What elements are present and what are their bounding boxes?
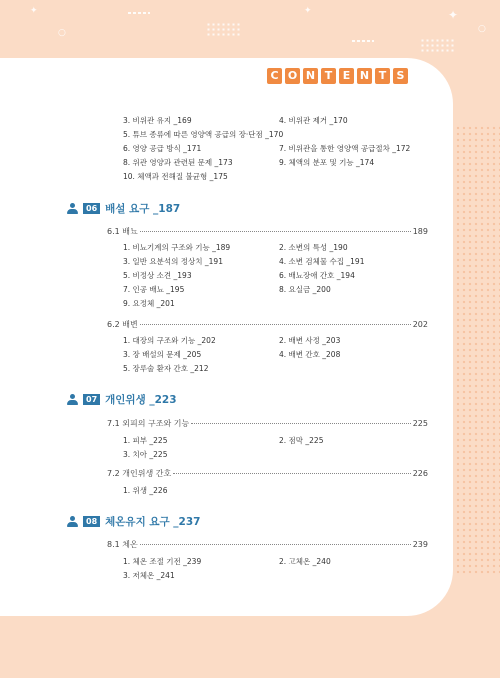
toc-entry[interactable]: 7. 비위관을 통한 영양액 공급절차 _172 <box>279 144 411 153</box>
chapter-title: 체온유지 요구 _237 <box>105 516 201 528</box>
sparkle-icon: ✦ <box>304 6 312 16</box>
toc-entry[interactable]: 5. 장루술 환자 간호 _212 <box>123 364 209 373</box>
toc-entry[interactable]: 4. 소변 검체물 수집 _191 <box>279 257 365 266</box>
toc-entry[interactable]: 9. 체액의 분포 및 기능 _174 <box>279 158 375 167</box>
toc-entry[interactable]: 2. 배변 사정 _203 <box>279 336 341 345</box>
section-title: 8.1 체온 <box>107 540 138 549</box>
title-letter: E <box>339 68 354 84</box>
section-title: 7.1 외피의 구조와 기능 <box>107 419 190 428</box>
chapter-title: 배설 요구 _187 <box>105 203 181 215</box>
section-page: 225 <box>412 419 428 428</box>
title-letter: N <box>357 68 372 84</box>
leader-dots <box>140 324 411 325</box>
footer-band <box>0 616 500 678</box>
leader-dots <box>140 231 411 232</box>
decor-dots <box>206 22 240 38</box>
circle-icon: ○ <box>478 24 486 34</box>
toc-entry[interactable]: 5. 비정상 소견 _193 <box>123 271 192 280</box>
person-icon <box>66 394 79 406</box>
title-letter: T <box>321 68 336 84</box>
toc-entry[interactable]: 3. 치아 _225 <box>123 450 168 459</box>
toc-entry[interactable]: 10. 체액과 전해질 불균형 _175 <box>123 172 228 181</box>
leader-dots <box>191 423 411 424</box>
person-icon <box>66 203 79 215</box>
title-letter: C <box>267 68 282 84</box>
section-page: 239 <box>412 540 428 549</box>
section-heading[interactable] <box>107 226 428 237</box>
leader-dots <box>140 544 411 545</box>
title-letter: N <box>303 68 318 84</box>
section-heading[interactable] <box>107 468 428 479</box>
sparkle-icon: ✦ <box>30 6 38 16</box>
toc-entry[interactable]: 2. 점막 _225 <box>279 436 324 445</box>
toc-entry[interactable]: 3. 장 배설의 문제 _205 <box>123 350 202 359</box>
title-letter: O <box>285 68 300 84</box>
leader-dots <box>173 473 411 474</box>
decor-dash <box>128 12 150 14</box>
section-title: 6.2 배변 <box>107 320 138 329</box>
chapter-heading[interactable] <box>66 514 200 529</box>
toc-entry[interactable]: 2. 소변의 특성 _190 <box>279 243 348 252</box>
section-heading[interactable] <box>107 539 428 550</box>
section-page: 226 <box>412 469 428 478</box>
toc-entry[interactable]: 2. 고체온 _240 <box>279 557 331 566</box>
chapter-title: 개인위생 _223 <box>105 394 177 406</box>
contents-title <box>267 68 408 84</box>
toc-entry[interactable]: 4. 비위관 제거 _170 <box>279 116 348 125</box>
toc-entry[interactable]: 1. 위생 _226 <box>123 486 168 495</box>
circle-icon: ○ <box>58 28 66 38</box>
toc-entry[interactable]: 4. 배변 간호 _208 <box>279 350 341 359</box>
section-title: 6.1 배뇨 <box>107 227 138 236</box>
title-letter: S <box>393 68 408 84</box>
section-title: 7.2 개인위생 간호 <box>107 469 172 478</box>
section-heading[interactable] <box>107 319 428 330</box>
toc-entry[interactable]: 8. 요실금 _200 <box>279 285 331 294</box>
section-heading[interactable] <box>107 418 428 429</box>
toc-entry[interactable]: 3. 비위관 유지 _169 <box>123 116 192 125</box>
toc-page <box>0 58 453 616</box>
toc-entry[interactable]: 9. 요정체 _201 <box>123 299 175 308</box>
toc-entry[interactable]: 1. 체온 조절 기전 _239 <box>123 557 202 566</box>
section-page: 202 <box>412 320 428 329</box>
sparkle-icon: ✦ <box>448 8 459 22</box>
toc-entry[interactable]: 7. 인공 배뇨 _195 <box>123 285 185 294</box>
person-icon <box>66 516 79 528</box>
toc-entry[interactable]: 8. 위관 영양과 관련된 문제 _173 <box>123 158 233 167</box>
toc-entry[interactable]: 1. 대장의 구조와 기능 _202 <box>123 336 216 345</box>
section-page: 189 <box>412 227 428 236</box>
decor-dots <box>420 38 454 54</box>
toc-entry[interactable]: 3. 일반 요분석의 정상치 _191 <box>123 257 223 266</box>
toc-entry[interactable]: 1. 피부 _225 <box>123 436 168 445</box>
chapter-heading[interactable] <box>66 201 180 216</box>
chapter-number: 06 <box>83 203 100 214</box>
side-dot-pattern <box>455 125 500 575</box>
toc-entry[interactable]: 5. 튜브 종류에 따른 영양액 공급의 장·단점 _170 <box>123 130 284 139</box>
title-letter: T <box>375 68 390 84</box>
toc-entry[interactable]: 6. 영양 공급 방식 _171 <box>123 144 202 153</box>
chapter-number: 07 <box>83 394 100 405</box>
decor-dash <box>352 40 374 42</box>
toc-entry[interactable]: 6. 배뇨장애 간호 _194 <box>279 271 355 280</box>
chapter-heading[interactable] <box>66 392 177 407</box>
toc-entry[interactable]: 3. 저체온 _241 <box>123 571 175 580</box>
toc-entry[interactable]: 1. 비뇨기계의 구조와 기능 _189 <box>123 243 231 252</box>
chapter-number: 08 <box>83 516 100 527</box>
